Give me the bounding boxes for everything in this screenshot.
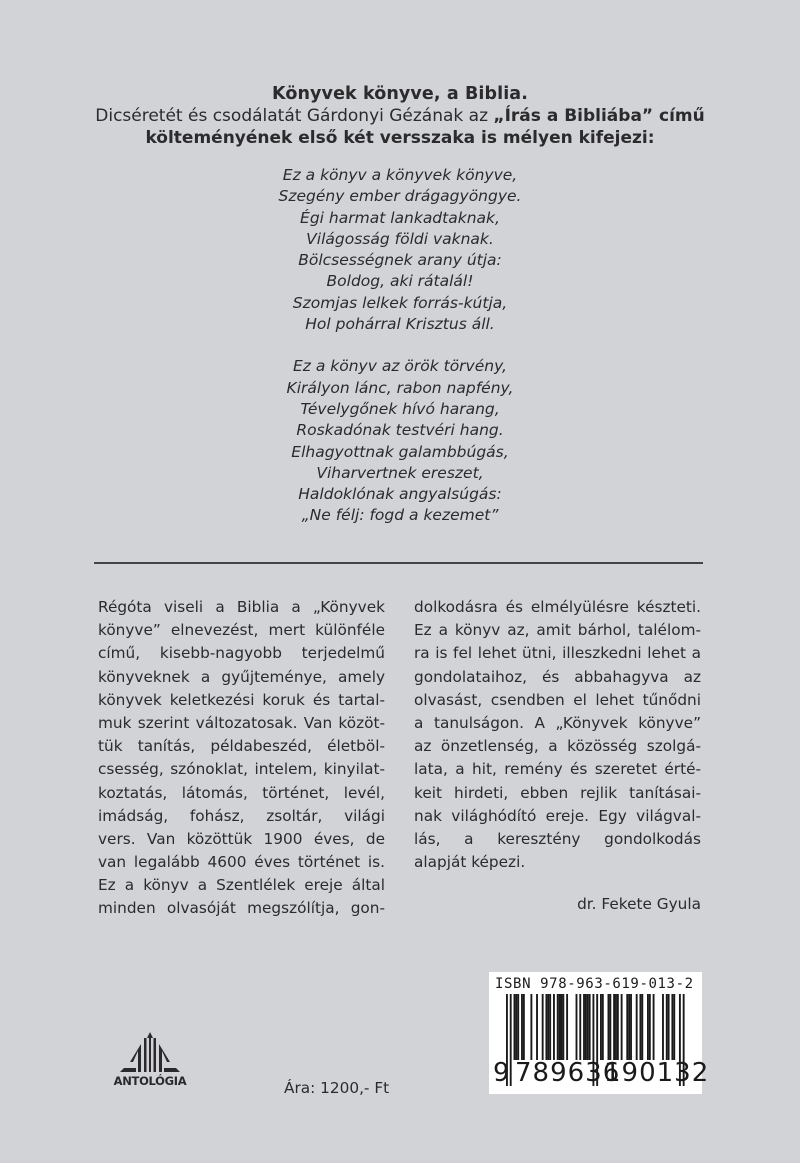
barcode-bar <box>523 994 525 1060</box>
barcode-bar <box>545 994 547 1060</box>
essay-line: van legalább 4600 éves történet is. <box>98 853 385 872</box>
ean-right-digits: 190132 <box>604 1058 710 1088</box>
poem-line: Ez a könyv a könyvek könyve, <box>282 166 518 184</box>
header <box>60 83 740 149</box>
barcode-bar <box>536 994 538 1060</box>
barcode-bar <box>553 994 555 1060</box>
signature: dr. Fekete Gyula <box>577 895 701 913</box>
intro-line-2 <box>60 127 740 149</box>
poem-stanza-2 <box>150 356 650 526</box>
essay-line: vers. Van közöttük 1900 éves, de <box>98 829 385 848</box>
barcode-bar <box>626 994 628 1060</box>
essay-line: könyveknek a gyűjteménye, amely <box>98 667 385 686</box>
essay-column-left <box>98 596 385 921</box>
logo-base-right <box>164 1068 180 1072</box>
essay-line: olvasást, csendben el lehet tűnődni <box>414 690 701 709</box>
essay-line: gondolataihoz, és abbahagyva az <box>414 667 701 686</box>
essay-line: dolkodásra és elmélyülésre készteti. <box>414 598 701 616</box>
barcode-bar <box>653 994 655 1060</box>
price: Ára: 1200,- Ft <box>284 1079 390 1097</box>
barcode-bar <box>542 994 544 1060</box>
barcode-bar <box>647 994 649 1060</box>
poem-line: Égi harmat lankadtaknak, <box>300 208 500 227</box>
essay-line: muk szerint változatosak. Van közöt- <box>98 713 385 732</box>
barcode-bar <box>559 994 561 1060</box>
isbn-barcode <box>489 972 710 1094</box>
essay-line: Ez a könyv a Szentlélek ereje által <box>98 876 385 895</box>
logo-right-arrow <box>159 1044 170 1072</box>
barcode-bar <box>557 994 559 1060</box>
barcode-bar <box>566 994 568 1060</box>
barcode-bar <box>530 994 532 1060</box>
barcode-bar <box>641 994 643 1060</box>
poem-line: Haldoklónak angyalsúgás: <box>298 485 502 504</box>
logo-bar <box>144 1038 147 1072</box>
barcode-bar <box>636 994 638 1060</box>
logo-base-left <box>120 1068 136 1072</box>
poem <box>150 165 650 527</box>
poem-line: Roskadónak testvéri hang. <box>296 421 504 440</box>
barcode-bar <box>579 994 581 1060</box>
barcode-bar <box>673 994 675 1060</box>
ean-left-digits: 789636 <box>515 1058 621 1088</box>
barcode-bar <box>649 994 651 1060</box>
barcode-bar <box>608 994 610 1060</box>
poem-line: Ez a könyv az örök törvény, <box>292 357 507 376</box>
barcode-bar <box>547 994 549 1060</box>
poem-stanza-1 <box>150 165 650 335</box>
barcode-bar <box>617 994 619 1060</box>
essay-line: könyve” elnevezést, mert különféle <box>98 621 385 640</box>
essay-line: a tanulságon. A „Könyvek könyve” <box>414 713 701 732</box>
essay-line: ra is fel lehet ütni, illeszkedni lehet a <box>414 644 701 663</box>
barcode-bar <box>549 994 551 1060</box>
barcode-bar <box>587 994 589 1060</box>
barcode-bar <box>583 994 585 1060</box>
essay-line: nak világhódító ereje. Egy világval- <box>414 806 701 825</box>
intro-bold: költeményének első két versszaka is mélyen kifejezi: <box>145 128 655 148</box>
barcode-bar <box>600 994 602 1060</box>
barcode-bar <box>666 994 668 1060</box>
logo-left-arrow <box>130 1044 141 1072</box>
poem-line: „Ne félj: fogd a kezemet” <box>301 506 499 525</box>
ean-first-digit: 9 <box>493 1058 510 1088</box>
poem-line: Boldog, aki rátalál! <box>326 272 474 291</box>
divider <box>94 562 703 564</box>
barcode-bar <box>514 994 516 1060</box>
essay-line: az önzetlenség, a közösség szolgá- <box>414 737 701 756</box>
essay-column-right <box>414 596 701 874</box>
barcode-bar <box>630 994 632 1060</box>
essay-line: könyvek keletkezési koruk és tartal- <box>98 690 385 709</box>
barcode-bar <box>615 994 617 1060</box>
intro-plain: Dicséretét és csodálatát Gárdonyi Gézának az <box>95 106 494 126</box>
essay-line: minden olvasóját megszólítja, gon- <box>98 899 385 918</box>
barcode-bar <box>613 994 615 1060</box>
poem-line: Elhagyottnak galambbúgás, <box>291 442 509 461</box>
barcode-bar <box>609 994 611 1060</box>
publisher-name: ANTOLÓGIA <box>113 1074 187 1088</box>
barcode-bar <box>576 994 578 1060</box>
essay-line: Régóta viseli a Biblia a „Könyvek <box>98 598 385 616</box>
poem-line: Szomjas lelkek forrás-kútja, <box>292 293 508 312</box>
essay-line: lata, a hit, remény és szeretet érté- <box>414 760 701 779</box>
essay-line: koztatás, látomás, történet, levél, <box>98 783 385 802</box>
poem-line: Hol pohárral Krisztus áll. <box>305 315 495 334</box>
barcode-bar <box>602 994 604 1060</box>
essay-line: keit hirdeti, ebben rejlik tanításai- <box>414 783 701 802</box>
poem-line: Szegény ember drágagyöngye. <box>278 187 522 206</box>
logo-bar <box>154 1038 157 1072</box>
barcode-bar <box>589 994 591 1060</box>
essay-line: Ez a könyv az, amit bárhol, talélom- <box>414 621 701 640</box>
barcode-bar <box>517 994 519 1060</box>
barcode-bar <box>521 994 523 1060</box>
essay-line: alapját képezi. <box>414 853 526 872</box>
isbn-label: ISBN 978-963-619-013-2 <box>495 976 694 992</box>
essay-line: csesség, szónoklat, intelem, kinyilat- <box>98 760 385 779</box>
essay-line: című, kisebb-nagyobb terjedelmű <box>98 644 385 663</box>
barcode-bar <box>562 994 564 1060</box>
poem-line: Világosság földi vaknak. <box>306 229 494 248</box>
barcode-bar <box>668 994 670 1060</box>
logo-center-arrow <box>147 1032 153 1072</box>
poem-line: Bölcsességnek arany útja: <box>298 251 502 270</box>
essay-line: imádság, fohász, zsoltár, világi <box>98 806 385 825</box>
barcode-bar <box>639 994 641 1060</box>
intro-line-1 <box>60 105 740 127</box>
barcode-bar <box>628 994 630 1060</box>
poem-line: Tévelygőnek hívó harang, <box>300 399 500 418</box>
barcode-bar <box>585 994 587 1060</box>
barcode-bar <box>515 994 517 1060</box>
barcode-bar <box>671 994 673 1060</box>
poem-title: „Írás a Bibliába” című <box>493 106 705 126</box>
book-title: Könyvek könyve, a Biblia. <box>272 84 528 104</box>
barcode-bar <box>621 994 623 1060</box>
poem-line: Viharvertnek ereszet, <box>316 463 484 482</box>
essay-line: tük tanítás, példabeszéd, életböl- <box>98 737 385 756</box>
barcode-guard-bar <box>510 994 512 1086</box>
barcode-bar <box>662 994 664 1060</box>
barcode-bar <box>561 994 563 1060</box>
poem-line: Királyon lánc, rabon napfény, <box>286 378 514 397</box>
essay-line: lás, a keresztény gondolkodás <box>414 829 701 848</box>
